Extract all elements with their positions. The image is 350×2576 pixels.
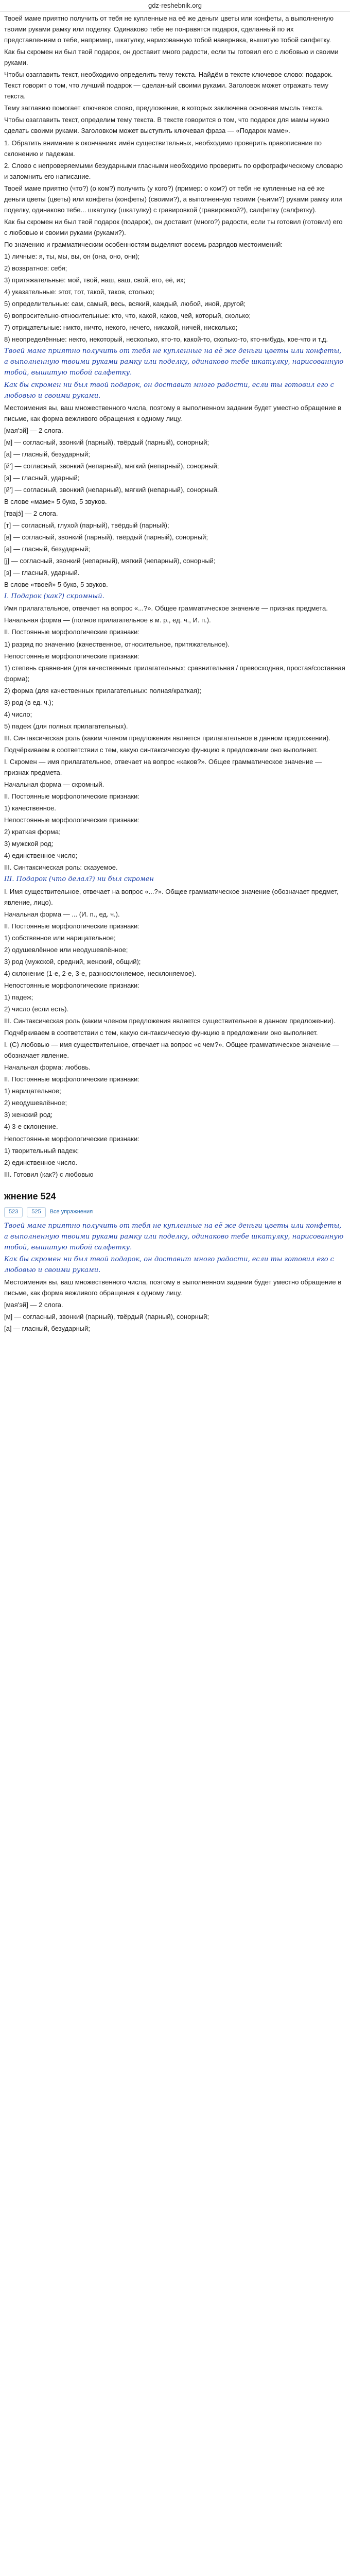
handwritten-paragraph: III. Подарок (что делал?) ни был скромен (4, 875, 154, 884)
paragraph: 3) род (в ед. ч.); (4, 698, 54, 706)
paragraph: Непостоянные морфологические признаки: (4, 1134, 139, 1143)
answer-block (4, 13, 346, 1180)
paragraph: Как бы скромен ни был твой подарок, он доставит много радости, если ты готовил его с любовью и своими руками. (4, 48, 339, 67)
paragraph: [j] — согласный, звонкий (непарный), мягкий (непарный), сонорный; (4, 557, 216, 565)
paragraph: Местоимения вы, ваш множественного числа, поэтому в выполненном задании будет уместно обращение в письме, как форма вежливого обращения к одному лицу. (4, 403, 342, 422)
paragraph: 4) 3-е склонение. (4, 1123, 58, 1131)
paragraph: [а] — гласный, безударный; (4, 545, 91, 553)
paragraph: Непостоянные морфологические признаки: (4, 816, 139, 824)
paragraph: [м] — согласный, звонкий (парный), твёрдый (парный), сонорный; (4, 438, 209, 446)
content (0, 12, 350, 1334)
paragraph: Как бы скромен ни был твой подарок (подарок), он доставит (много?) радости, если ты готовил (готовил) его с любовью и своими руками (руками?). (4, 217, 343, 236)
paragraph: I. (С) любовью — имя существительное, отвечает на вопрос «с чем?». Общее грамматическое значение — обозначает явление. (4, 1041, 339, 1060)
paragraph: Непостоянные морфологические признаки: (4, 652, 139, 660)
paragraph: I. Имя существительное, отвечает на вопрос «...?». Общее грамматическое значение (обозначает предмет, явление, лицо). (4, 887, 339, 906)
paragraph: II. Постоянные морфологические признаки: (4, 1075, 139, 1083)
handwritten-paragraph: Как бы скромен ни был твой подарок, он доставит много радости, если ты готовил его с любовью и своими руками. (4, 381, 334, 400)
paragraph: 2) единственное число. (4, 1158, 78, 1166)
paragraph: 2) число (если есть). (4, 1005, 69, 1013)
paragraph: 1) разряд по значению (качественное, относительное, притяжательное). (4, 640, 230, 648)
paragraph: 1) качественное. (4, 804, 56, 812)
paragraph: 4) указательные: этот, тот, такой, таков, столько; (4, 288, 155, 296)
paragraph: Чтобы озаглавить текст, определим тему текста. В тексте говорится о том, что подарок для мамы нужно сделать своими руками. Заголовком может выступить ключевая фраза — «Подарок маме». (4, 116, 329, 135)
paragraph: II. Постоянные морфологические признаки: (4, 628, 139, 636)
paragraph: [а] — гласный, безударный; (4, 1325, 91, 1333)
prev-exercise-button[interactable]: 523 (4, 1207, 23, 1217)
paragraph: 2) неодушевлённое; (4, 1099, 67, 1107)
paragraph: Чтобы озаглавить текст, необходимо определить тему текста. Найдём в тексте ключевое слово: подарок. Текст говорит о том, что лучший подарок — сделанный своими руками. Заголовок может отражать тему текста. (4, 71, 333, 100)
paragraph: Непостоянные морфологические признаки: (4, 981, 139, 989)
paragraph: В слове «твоей» 5 букв, 5 звуков. (4, 581, 108, 589)
paragraph: 3) мужской род; (4, 840, 54, 848)
paragraph: [а] — гласный, безударный; (4, 450, 91, 458)
pagination (4, 1207, 346, 1217)
paragraph: Начальная форма — ... (И. п., ед. ч.). (4, 910, 120, 918)
paragraph: 2) одушевлённое или неодушевлённое; (4, 945, 128, 954)
paragraph: Подчёркиваем в соответствии с тем, какую синтаксическую функцию в предложении оно выполняет. (4, 1029, 318, 1037)
paragraph: II. Постоянные морфологические признаки: (4, 792, 139, 801)
paragraph: III. Синтаксическая роль (каким членом предложения является прилагательное в данном предложении). (4, 734, 330, 742)
paragraph: 7) отрицательные: никто, ничто, некого, нечего, никакой, ничей, нисколько; (4, 324, 238, 332)
paragraph: 2) возвратное: себя; (4, 264, 67, 273)
handwritten-paragraph: Как бы скромен ни был твой подарок, он доставит много радости, если ты готовил его с любовью и своими руками. (4, 1255, 334, 1274)
paragraph: [й'] — согласный, звонкий (непарный), мягкий (непарный), сонорный. (4, 485, 219, 494)
paragraph: III. Синтаксическая роль: сказуемое. (4, 863, 118, 872)
all-exercises-link[interactable]: Все упражнения (49, 1208, 93, 1215)
paragraph: В слове «маме» 5 букв, 5 звуков. (4, 497, 107, 505)
paragraph: [мая'эй] — 2 слога. (4, 426, 63, 434)
paragraph: 5) определительные: сам, самый, весь, всякий, каждый, любой, иной, другой; (4, 300, 246, 308)
paragraph: Местоимения вы, ваш множественного числа, поэтому в выполненном задании будет уместно обращение в письме, как форма вежливого обращения к одному лицу. (4, 1278, 342, 1297)
paragraph: 4) число; (4, 710, 32, 718)
paragraph: [т] — согласный, глухой (парный), твёрдый (парный); (4, 521, 169, 530)
paragraph: 1. Обратить внимание в окончаниях имён существительных, необходимо проверить правописание по склонению и падежам. (4, 139, 322, 158)
site-domain[interactable]: gdz-reshebnik.org (148, 2, 202, 9)
next-exercise-button[interactable]: 525 (27, 1207, 45, 1217)
handwritten-paragraph: I. Подарок (как?) скромный. (4, 592, 104, 601)
paragraph: [э] — гласный, ударный; (4, 473, 80, 482)
paragraph: 6) вопросительно-относительные: кто, что, какой, каков, чей, который, сколько; (4, 312, 251, 320)
paragraph: III. Готовил (как?) с любовью (4, 1170, 94, 1178)
paragraph: 8) неопределённые: некто, некоторый, несколько, кто-то, какой-то, сколько-то, кто-нибудь, кое-что и т.д. (4, 335, 328, 344)
paragraph: III. Синтаксическая роль (каким членом предложения является существительное в данном предложении). (4, 1017, 336, 1025)
paragraph: [мая'эй] — 2 слога. (4, 1300, 63, 1309)
paragraph: 2) краткая форма; (4, 828, 61, 836)
handwritten-paragraph: Твоей маме приятно получить от тебя не купленные на её же деньги цветы или конфеты, а выполненную твоими руками рамку или поделку, одинаково тебе шкатулку, нарисованную тобой, вышитую тобой салфетку. (4, 347, 344, 377)
section-title: жнение 524 (4, 1191, 56, 1201)
paragraph: 4) склонение (1-е, 2-е, 3-е, разносклоняемое, несклоняемое). (4, 969, 197, 977)
paragraph: 2. Слово с непроверяемыми безударными гласными необходимо проверить по орфографическому словарю и запомнить его написание. (4, 161, 343, 180)
site-header (0, 0, 350, 12)
paragraph: Твоей маме приятно (что?) (о ком?) получить (у кого?) (пример: о ком?) от тебя не купленные на её же деньги цветы (цветы) или конфеты (конфеты) (своими?), а выполненную твоими (чьими?) руками рамку или поделку, одинаково тебе... шкатулку (шкатулку) с гравировкой (гравировкой?), салфетку (салфетку). (4, 184, 342, 214)
paragraph: Начальная форма — скромный. (4, 781, 104, 789)
paragraph: 2) форма (для качественных прилагательных: полная/краткая); (4, 686, 202, 694)
paragraph: 3) притяжательные: мой, твой, наш, ваш, свой, его, её, их; (4, 276, 186, 284)
paragraph: 1) падеж; (4, 993, 33, 1001)
paragraph: 3) женский род; (4, 1111, 52, 1119)
paragraph: Имя прилагательное, отвечает на вопрос «...?». Общее грамматическое значение — признак предмета. (4, 604, 328, 613)
paragraph: Твоей маме приятно получить от тебя не купленные на её же деньги цветы или конфеты, а выполненную твоими руками рамку или поделку. Одинаково тебе не понравятся подарок, сделанный по их представлениям о тебе, например, шкатулку, нарисованную тобой наверняка, вышитую тобой салфетку. (4, 14, 334, 44)
paragraph: Начальная форма — (полное прилагательное в м. р., ед. ч., И. п.). (4, 616, 211, 624)
paragraph: 1) личные: я, ты, мы, вы, он (она, оно, они); (4, 252, 140, 260)
paragraph: 4) единственное число; (4, 852, 78, 860)
paragraph: 3) род (мужской, средний, женский, общий); (4, 957, 141, 965)
paragraph: Подчёркиваем в соответствии с тем, какую синтаксическую функцию в предложении оно выполняет. (4, 745, 318, 754)
paragraph: По значению и грамматическим особенностям выделяют восемь разрядов местоимений: (4, 240, 283, 248)
paragraph: [э] — гласный, ударный. (4, 569, 80, 577)
paragraph: I. Скромен — имя прилагательное, отвечает на вопрос «каков?». Общее грамматическое значение — признак предмета. (4, 758, 322, 777)
paragraph: Начальная форма: любовь. (4, 1063, 91, 1072)
paragraph: [в] — согласный, звонкий (парный), твёрдый (парный), сонорный; (4, 533, 208, 541)
paragraph: [тваjэ́] — 2 слога. (4, 510, 58, 518)
paragraph: 1) собственное или нарицательное; (4, 934, 116, 942)
paragraph: 5) падеж (для полных прилагательных). (4, 722, 128, 730)
paragraph: [м] — согласный, звонкий (парный), твёрдый (парный), сонорный; (4, 1313, 209, 1321)
paragraph: Тему заглавию помогает ключевое слово, предложение, в которых заключена основная мысль текста. (4, 104, 324, 112)
answer-block-repeat (4, 1221, 346, 1334)
paragraph: 1) нарицательное; (4, 1087, 61, 1095)
paragraph: [й'] — согласный, звонкий (непарный), мягкий (непарный), сонорный; (4, 462, 219, 470)
paragraph: 1) творительный падеж; (4, 1146, 79, 1155)
handwritten-paragraph: Твоей маме приятно получить от тебя не купленные на её же деньги цветы или конфеты, а выполненную твоими руками рамку или поделку, одинаково тебе шкатулку, нарисованную тобой, вышитую тобой салфетку. (4, 1222, 344, 1251)
paragraph: 1) степень сравнения (для качественных прилагательных: сравнительная / превосходная, простая/составная форма); (4, 664, 345, 683)
paragraph: II. Постоянные морфологические признаки: (4, 922, 139, 930)
